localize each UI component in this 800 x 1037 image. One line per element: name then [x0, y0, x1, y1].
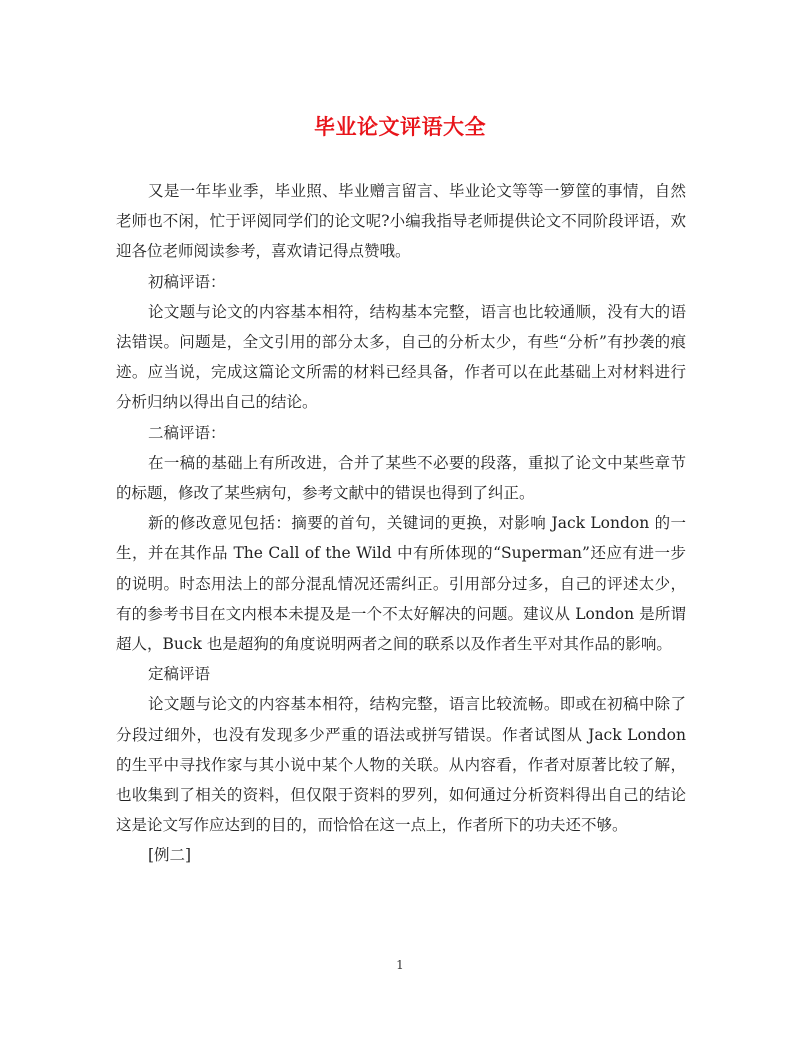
example-label: [例二]: [148, 846, 192, 865]
section-heading-second-draft: 二稿评语：: [148, 423, 226, 442]
final-draft-comment: 论文题与论文的内容基本相符，结构完整，语言比较流畅。即或在初稿中除了分段过细外，也没有发现多少严重的语法或拼写错误。作者试图从 Jack London 的生平中寻找作家与其小说中某个人物的关联。从内容看，作者对原著比较了解，也收集到了相关的资料，但仅限于资料的罗列，如何通过分析资料得出自己的结论这是论文写作应达到的目的，而恰恰在这一点上，作者所下的功夫还不够。: [116, 695, 686, 835]
section-heading-first-draft: 初稿评语：: [148, 272, 226, 291]
document-title: 毕业论文评语大全: [314, 115, 486, 139]
document-body: [116, 176, 686, 871]
page-number: 1: [396, 958, 404, 972]
second-draft-comment: 在一稿的基础上有所改进，合并了某些不必要的段落，重拟了论文中某些章节的标题，修改了某些病句，参考文献中的错误也得到了纠正。: [116, 453, 686, 503]
intro-paragraph: 又是一年毕业季，毕业照、毕业赠言留言、毕业论文等等一箩筐的事情，自然老师也不闲，忙于评阅同学们的论文呢?小编我指导老师提供论文不同阶段评语，欢迎各位老师阅读参考，喜欢请记得点赞哦。: [116, 182, 686, 261]
first-draft-comment: 论文题与论文的内容基本相符，结构基本完整，语言也比较通顺，没有大的语法错误。问题是，全文引用的部分太多，自己的分析太少，有些“分析”有抄袭的痕迹。应当说，完成这篇论文所需的材料已经具备，作者可以在此基础上对材料进行分析归纳以得出自己的结论。: [116, 302, 686, 412]
second-draft-revisions: 新的修改意见包括：摘要的首句，关键词的更换，对影响 Jack London 的一生，并在其作品 The Call of the Wild 中有所体现的“Superman”还应有进一步的说明。时态用法上的部分混乱情况还需纠正。引用部分过多，自己的评述太少，有的参考书目在文内根本未提及是一个不太好解决的问题。建议从 London 是所谓超人，Buck 也是超狗的角度说明两者之间的联系以及作者生平对其作品的影响。: [116, 514, 686, 654]
section-heading-final-draft: 定稿评语: [148, 665, 211, 684]
